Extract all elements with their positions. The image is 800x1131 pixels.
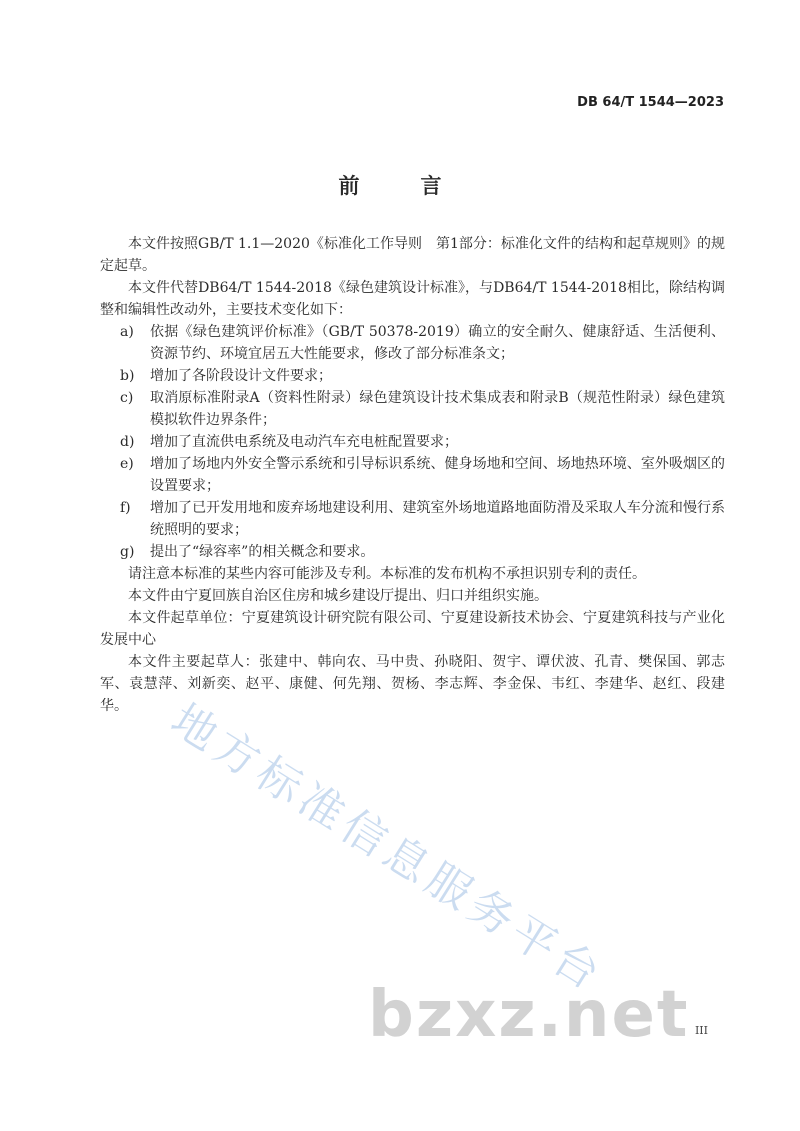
list-item [100, 497, 725, 541]
list-item [100, 365, 725, 387]
list-marker: b) [120, 368, 135, 384]
list-item [100, 321, 725, 365]
proposer-paragraph: 本文件由宁夏回族自治区住房和城乡建设厅提出、归口并组织实施。 [128, 588, 548, 604]
drafting-units-paragraph: 本文件起草单位：宁夏建筑设计研究院有限公司、宁夏建设新技术协会、宁夏建筑科技与产业化发展中心 [100, 610, 725, 648]
list-item-text: 依据《绿色建筑评价标准》（GB/T 50378-2019）确立的安全耐久、健康舒适、生活便利、资源节约、环境宜居五大性能要求，修改了部分标准条文； [150, 324, 725, 362]
page-title: 前 言 [338, 174, 462, 198]
list-item [100, 387, 725, 431]
list-item-text: 取消原标准附录A（资料性附录）绿色建筑设计技术集成表和附录B（规范性附录）绿色建筑模拟软件边界条件； [150, 390, 725, 428]
list-item-text: 增加了已开发用地和废弃场地建设利用、建筑室外场地道路地面防滑及采取人车分流和慢行系统照明的要求； [150, 500, 725, 538]
list-item-text: 增加了场地内外安全警示系统和引导标识系统、健身场地和空间、场地热环境、室外吸烟区的设置要求； [150, 456, 725, 494]
document-body [100, 233, 725, 717]
site-watermark-logo: bzxz.net [368, 978, 690, 1052]
list-marker: d) [120, 434, 135, 450]
list-item [100, 453, 725, 497]
list-marker: f) [120, 500, 131, 516]
drafting-rule-paragraph: 本文件按照GB/T 1.1—2020《标准化工作导则 第1部分：标准化文件的结构和起草规则》的规定起草。 [100, 236, 725, 274]
list-item-text: 增加了各阶段设计文件要求； [150, 368, 332, 384]
list-marker: g) [120, 544, 135, 560]
list-item [100, 541, 725, 563]
drafters-paragraph: 本文件主要起草人：张建中、韩向农、马中贵、孙晓阳、贺宇、谭伏波、孔青、樊保国、郭志军、袁慧萍、刘新奕、赵平、康健、何先翔、贺杨、李志辉、李金保、韦红、李建华、赵红、段建华。 [100, 654, 725, 714]
patent-notice: 请注意本标准的某些内容可能涉及专利。本标准的发布机构不承担识别专利的责任。 [128, 566, 646, 582]
list-item [100, 431, 725, 453]
list-item-text: 增加了直流供电系统及电动汽车充电桩配置要求； [150, 434, 458, 450]
replacement-paragraph: 本文件代替DB64/T 1544-2018《绿色建筑设计标准》，与DB64/T 1544-2018相比，除结构调整和编辑性改动外，主要技术变化如下： [100, 280, 725, 318]
list-marker: e) [120, 456, 134, 472]
list-marker: c) [120, 390, 134, 406]
changes-list [100, 321, 725, 563]
page-number: III [694, 1024, 708, 1037]
document-number: DB 64/T 1544—2023 [577, 95, 724, 110]
list-item-text: 提出了“绿容率”的相关概念和要求。 [150, 544, 375, 560]
list-marker: a) [120, 324, 134, 340]
watermark: 地方标准信息服务平台 [162, 694, 614, 1003]
